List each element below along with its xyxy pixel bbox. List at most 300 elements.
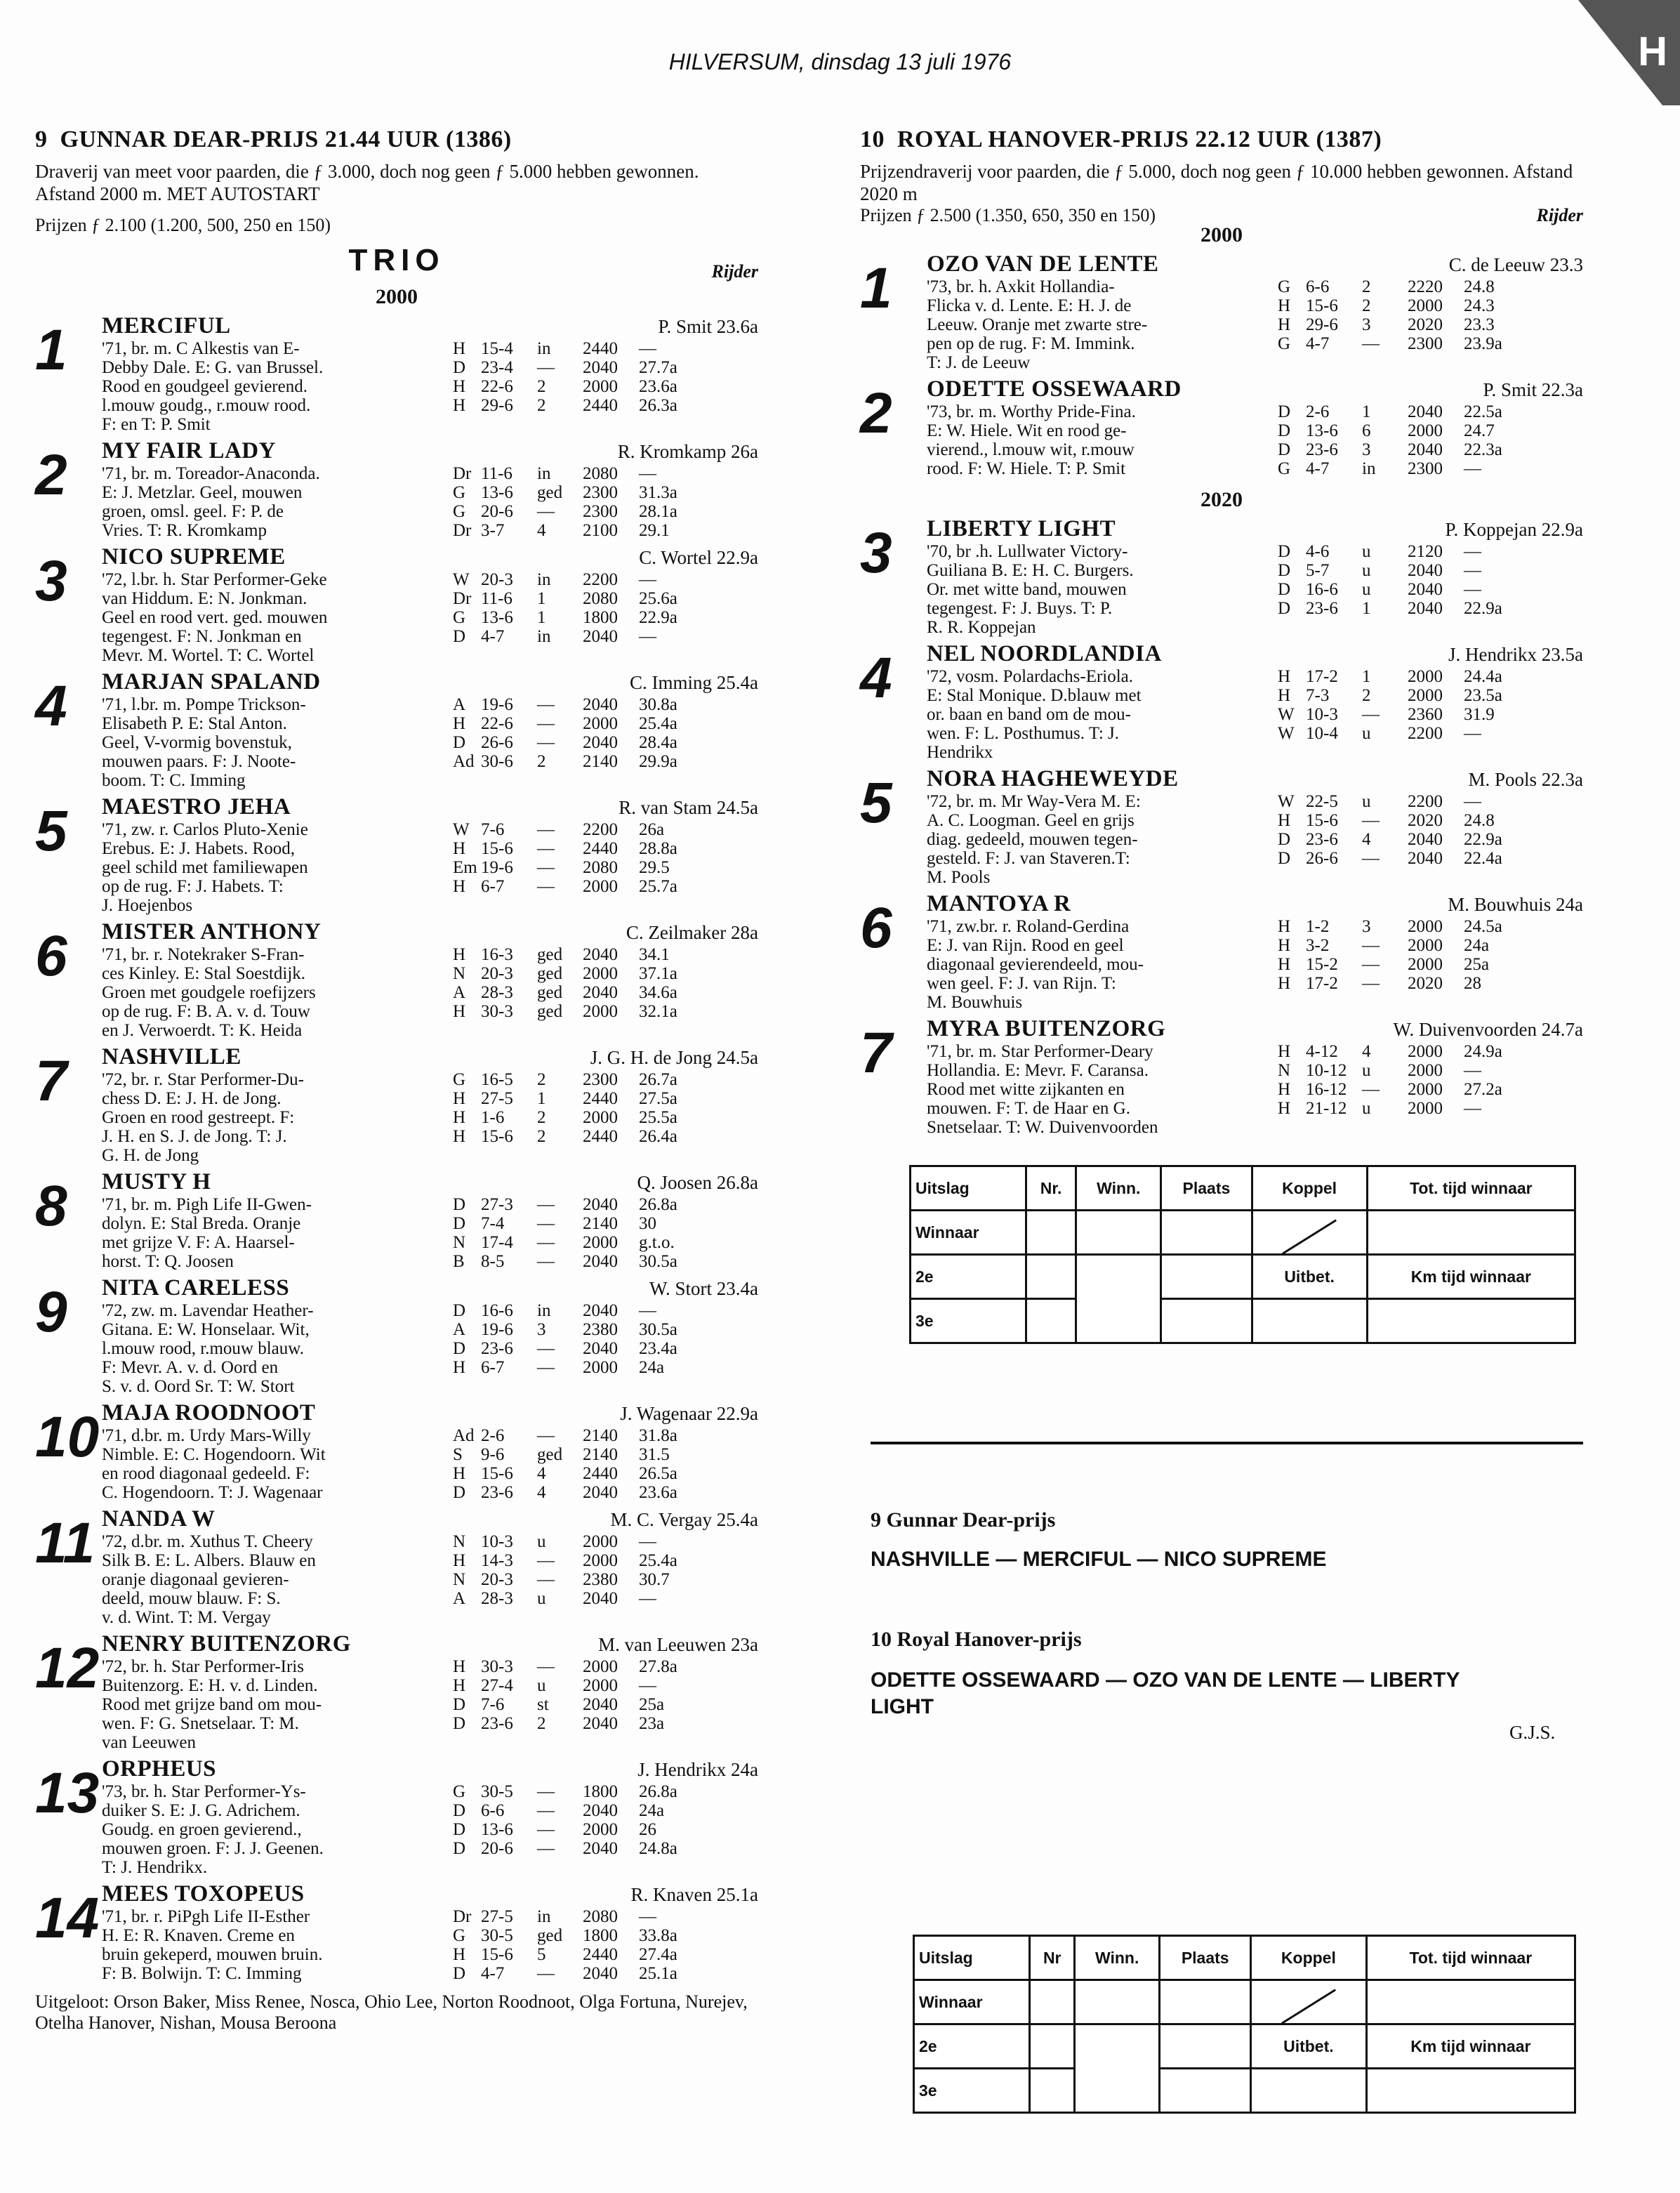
performance-cell: 13-6	[1306, 421, 1338, 440]
performance-cell: 2100	[583, 521, 618, 540]
performance-cell: 2	[537, 396, 546, 415]
horse-number: 5	[860, 771, 892, 835]
performance-cell: 15-6	[481, 1464, 513, 1483]
description-line: en rood diagonaal gedeeld. F:	[102, 1464, 310, 1483]
performance-row	[453, 1964, 758, 1983]
performance-row	[453, 483, 758, 502]
performance-cell: D	[1278, 580, 1291, 599]
driver-name: Q. Joosen 26.8a	[637, 1172, 758, 1193]
performance-cell: 4-7	[1306, 459, 1330, 478]
performance-cell: 2040	[583, 1839, 618, 1858]
performance-cell: in	[537, 1301, 551, 1320]
performance-cell: G	[453, 1070, 466, 1089]
performance-cell: —	[537, 1801, 555, 1820]
performance-cell: st	[537, 1695, 549, 1714]
distance-label: 2000	[376, 285, 418, 308]
performance-cell: —	[537, 1358, 555, 1377]
performance-cell: G	[453, 1926, 466, 1945]
performance-list	[453, 945, 758, 1040]
performance-cell: A	[453, 983, 466, 1002]
performance-cell: Em	[453, 858, 477, 877]
performance-cell: 2000	[1408, 955, 1443, 974]
performance-row	[1278, 849, 1583, 868]
description-line: boom. T: C. Imming	[102, 771, 246, 790]
performance-cell: 29.1	[639, 521, 670, 540]
performance-cell: 10-4	[1306, 724, 1338, 743]
performance-cell: D	[453, 1964, 466, 1983]
description-line: C. Hogendoorn. T: J. Wagenaar	[102, 1483, 323, 1502]
distance-label-2000: 2000	[1201, 223, 1243, 246]
description-line: A. C. Loogman. Geel en grijs	[927, 811, 1135, 830]
performance-cell: H	[1278, 667, 1291, 686]
driver-name: P. Smit 23.6a	[658, 316, 758, 337]
description-line: diag. gedeeld, mouwen tegen-	[927, 830, 1138, 849]
horse-entry	[860, 251, 1583, 372]
performance-cell: 30.7	[639, 1570, 670, 1589]
performance-cell: 22.5a	[1464, 402, 1502, 421]
performance-list	[453, 1657, 758, 1752]
performance-cell: H	[1278, 955, 1291, 974]
horse-entry	[35, 1044, 758, 1165]
winner-nr-cell[interactable]	[1026, 1211, 1076, 1255]
performance-cell: —	[639, 570, 656, 589]
performance-cell: u	[1362, 724, 1371, 743]
horse-number: 12	[35, 1636, 100, 1700]
performance-cell: 2360	[1408, 705, 1443, 724]
performance-cell: —	[537, 1195, 555, 1214]
performance-cell: 2200	[583, 570, 618, 589]
performance-cell: Dr	[453, 1907, 472, 1926]
performance-cell: —	[639, 1589, 656, 1608]
description-line: wen geel. F: J. van Rijn. T:	[927, 974, 1116, 993]
performance-cell: —	[1362, 811, 1380, 830]
performance-cell: 2040	[1408, 402, 1443, 421]
performance-row	[1278, 830, 1583, 849]
performance-cell: g.t.o.	[639, 1233, 675, 1252]
description-line: bruin gekeperd, mouwen bruin.	[102, 1945, 323, 1964]
corner-letter: H	[1638, 29, 1667, 74]
performance-cell: —	[537, 1426, 555, 1445]
horse-number: 3	[35, 549, 67, 613]
performance-cell: 23-6	[1306, 830, 1338, 849]
performance-cell: D	[1278, 542, 1291, 561]
performance-cell: 2040	[583, 1301, 618, 1320]
horse-description	[927, 542, 1278, 637]
description-line: l.mouw goudg., r.mouw rood.	[102, 396, 311, 415]
performance-cell: in	[537, 570, 551, 589]
performance-cell: 2220	[1408, 277, 1443, 296]
performance-cell: 26a	[639, 820, 665, 839]
performance-row	[1278, 1061, 1583, 1080]
race-10-title: 10 ROYAL HANOVER-PRIJS 22.12 UUR (1387)	[860, 126, 1382, 152]
performance-list	[453, 1195, 758, 1271]
horse-entry	[35, 438, 758, 540]
performance-row	[453, 1695, 758, 1714]
performance-cell: 2040	[583, 1589, 618, 1608]
description-line: dolyn. E: Stal Breda. Oranje	[102, 1214, 301, 1233]
description-line: pen op de rug. F: M. Immink.	[927, 334, 1135, 353]
performance-cell: 30-5	[481, 1782, 513, 1801]
performance-cell: Dr	[453, 589, 472, 608]
description-line: gesteld. F: J. van Staveren.T:	[927, 849, 1130, 868]
horse-entry	[35, 544, 758, 665]
performance-row	[453, 1070, 758, 1089]
performance-cell: 27-5	[481, 1907, 513, 1926]
performance-cell: D	[453, 1195, 466, 1214]
performance-cell: 2	[537, 1127, 546, 1146]
description-line: J. Hoejenbos	[102, 896, 193, 915]
performance-cell: 23-6	[481, 1339, 513, 1358]
performance-list	[453, 1301, 758, 1396]
description-line: '71, br. m. C Alkestis van E-	[102, 339, 300, 358]
performance-row	[1278, 1042, 1583, 1061]
performance-cell: D	[1278, 402, 1291, 421]
performance-cell: —	[537, 1214, 555, 1233]
performance-cell: N	[453, 964, 466, 983]
performance-row	[1278, 792, 1583, 811]
driver-name: J. Hendrikx 23.5a	[1448, 644, 1583, 665]
performance-cell: Ad	[453, 752, 475, 771]
performance-row	[1278, 334, 1583, 353]
performance-row	[453, 1127, 758, 1146]
performance-cell: H	[453, 339, 466, 358]
description-line: mouwen. F: T. de Haar en G.	[927, 1099, 1130, 1118]
performance-cell: H	[453, 1108, 466, 1127]
performance-row	[453, 1657, 758, 1676]
performance-row	[453, 1801, 758, 1820]
performance-cell: 2	[537, 377, 546, 396]
performance-cell: G	[1278, 334, 1291, 353]
performance-cell: 2040	[1408, 599, 1443, 618]
result-table-2: Uitslag Nr Winn. Plaats Koppel Tot. tijd winnaar Winnaar 2e Uitbet. Km tijd winnaar 3e	[913, 1935, 1576, 2114]
description-line: Mevr. M. Wortel. T: C. Wortel	[102, 646, 315, 665]
description-line: rood. F: W. Hiele. T: P. Smit	[927, 459, 1126, 478]
horse-name: OZO VAN DE LENTE	[927, 251, 1159, 277]
performance-list	[453, 1907, 758, 1983]
performance-cell: D	[1278, 440, 1291, 459]
description-line: Snetselaar. T: W. Duivenvoorden	[927, 1118, 1158, 1137]
performance-list	[1278, 792, 1583, 887]
description-line: '72, d.br. m. Xuthus T. Cheery	[102, 1532, 313, 1551]
performance-row	[453, 1714, 758, 1733]
performance-row	[453, 1589, 758, 1608]
performance-cell: 2020	[1408, 811, 1443, 830]
performance-cell: u	[1362, 561, 1371, 580]
horse-number: 6	[860, 896, 892, 960]
horse-description	[927, 1042, 1278, 1137]
horse-name: MUSTY H	[102, 1169, 211, 1194]
performance-cell: D	[453, 627, 466, 646]
performance-cell: 1800	[583, 608, 618, 627]
performance-row	[453, 945, 758, 964]
description-line: ces Kinley. E: Stal Soestdijk.	[102, 964, 306, 983]
horse-entry	[860, 766, 1583, 887]
performance-cell: 23.4a	[639, 1339, 677, 1358]
horse-name: NASHVILLE	[102, 1044, 242, 1069]
performance-list	[1278, 1042, 1583, 1137]
performance-cell: 26.8a	[639, 1782, 677, 1801]
performance-cell: 2040	[1408, 830, 1443, 849]
performance-cell: 23-4	[481, 358, 513, 377]
performance-cell: 23.6a	[639, 377, 677, 396]
horse-description	[927, 402, 1278, 478]
performance-cell: 30	[639, 1214, 656, 1233]
performance-cell: 1800	[583, 1926, 618, 1945]
performance-cell: 16-12	[1306, 1080, 1347, 1099]
performance-list	[1278, 667, 1583, 762]
race-9-column	[35, 126, 758, 2034]
performance-cell: 2020	[1408, 315, 1443, 334]
performance-list	[1278, 542, 1583, 637]
performance-row	[453, 695, 758, 714]
performance-list	[453, 820, 758, 915]
performance-cell: 2	[537, 1070, 546, 1089]
performance-cell: D	[453, 358, 466, 377]
performance-cell: Ad	[453, 1426, 475, 1445]
performance-cell: 3-7	[481, 521, 505, 540]
performance-cell: in	[1362, 459, 1376, 478]
performance-cell: 2000	[583, 377, 618, 396]
performance-cell: 2440	[583, 339, 618, 358]
performance-cell: 2440	[583, 1945, 618, 1964]
performance-list	[453, 570, 758, 665]
description-line: S. v. d. Oord Sr. T: W. Stort	[102, 1377, 295, 1396]
performance-cell: 26.4a	[639, 1127, 677, 1146]
horse-name: NENRY BUITENZORG	[102, 1631, 351, 1657]
performance-cell: D	[1278, 421, 1291, 440]
performance-cell: —	[537, 858, 555, 877]
performance-cell: —	[1464, 724, 1481, 743]
driver-name: C. Imming 25.4a	[630, 672, 758, 693]
description-line: '72, br. m. Mr Way-Vera M. E:	[927, 792, 1141, 811]
performance-cell: 2040	[583, 1339, 618, 1358]
performance-cell: 1	[1362, 402, 1371, 421]
performance-cell: 2040	[583, 1695, 618, 1714]
performance-cell: H	[1278, 1080, 1291, 1099]
horse-entry	[35, 1881, 758, 1983]
performance-cell: 15-6	[481, 1127, 513, 1146]
performance-cell: D	[453, 1339, 466, 1358]
performance-row	[1278, 599, 1583, 618]
performance-cell: u	[537, 1532, 546, 1551]
description-line: '73, br. h. Axkit Hollandia-	[927, 277, 1115, 296]
performance-row	[453, 1782, 758, 1801]
performance-cell: —	[1362, 849, 1380, 868]
description-line: l.mouw rood, r.mouw blauw.	[102, 1339, 304, 1358]
prediction-race-9: 9 Gunnar Dear-prijs NASHVILLE — MERCIFUL — NICO SUPREME	[871, 1508, 1327, 1571]
performance-list	[1278, 917, 1583, 1012]
race-10-prizes: Prijzen ƒ 2.500 (1.350, 650, 350 en 150) Rijder	[860, 205, 1583, 225]
performance-cell: 2440	[583, 396, 618, 415]
performance-cell: 2040	[583, 358, 618, 377]
driver-name: J. G. H. de Jong 24.5a	[590, 1047, 758, 1068]
performance-cell: 6-6	[481, 1801, 505, 1820]
performance-cell: Dr	[453, 521, 472, 540]
horse-name: NORA HAGHEWEYDE	[927, 766, 1179, 791]
performance-cell: 2300	[583, 1070, 618, 1089]
description-line: E: Stal Monique. D.blauw met	[927, 686, 1142, 705]
performance-cell: ged	[537, 483, 563, 502]
horse-number: 3	[860, 521, 892, 585]
horse-name: MEES TOXOPEUS	[102, 1881, 305, 1906]
performance-cell: 2000	[583, 1002, 618, 1021]
description-line: '71, d.br. m. Urdy Mars-Willy	[102, 1426, 311, 1445]
description-line: mouwen paars. F: J. Noote-	[102, 752, 296, 771]
description-line: J. H. en S. J. de Jong. T: J.	[102, 1127, 287, 1146]
performance-list	[453, 464, 758, 540]
horse-number: 7	[35, 1049, 67, 1113]
performance-cell: 2	[1362, 686, 1371, 705]
performance-cell: 2300	[583, 502, 618, 521]
performance-cell: W	[1278, 792, 1295, 811]
performance-cell: 24a	[1464, 936, 1490, 955]
performance-cell: —	[537, 358, 555, 377]
performance-cell: 6-7	[481, 1358, 505, 1377]
performance-cell: —	[537, 733, 555, 752]
performance-cell: 7-3	[1306, 686, 1330, 705]
performance-cell: H	[453, 714, 466, 733]
performance-cell: 15-6	[1306, 296, 1338, 315]
description-line: Rood en goudgeel gevierend.	[102, 377, 307, 396]
performance-row	[453, 858, 758, 877]
performance-cell: N	[1278, 1061, 1291, 1080]
performance-row	[1278, 974, 1583, 993]
performance-cell: 2000	[583, 877, 618, 896]
performance-cell: 2	[537, 1108, 546, 1127]
description-line: v. d. Wint. T: M. Vergay	[102, 1608, 271, 1627]
performance-cell: 2000	[583, 714, 618, 733]
description-line: Silk B. E: L. Albers. Blauw en	[102, 1551, 316, 1570]
performance-cell: 15-6	[481, 839, 513, 858]
performance-cell: 28.1a	[639, 502, 677, 521]
performance-cell: 2080	[583, 1907, 618, 1926]
performance-cell: —	[537, 1551, 555, 1570]
performance-cell: 13-6	[481, 483, 513, 502]
performance-cell: in	[537, 1907, 551, 1926]
performance-cell: 32.1a	[639, 1002, 677, 1021]
horse-entry	[35, 669, 758, 790]
performance-cell: 2040	[583, 983, 618, 1002]
performance-cell: H	[1278, 1099, 1291, 1118]
description-line: '73, br. m. Worthy Pride-Fina.	[927, 402, 1136, 421]
performance-cell: H	[1278, 936, 1291, 955]
performance-cell: 28	[1464, 974, 1481, 993]
performance-cell: D	[453, 1839, 466, 1858]
performance-cell: 2380	[583, 1320, 618, 1339]
performance-cell: G	[453, 608, 466, 627]
description-line: '71, br. m. Toreador-Anaconda.	[102, 464, 320, 483]
performance-cell: 2040	[583, 1195, 618, 1214]
description-line: G. H. de Jong	[102, 1146, 199, 1165]
horse-description	[927, 792, 1278, 887]
performance-cell: 23.3	[1464, 315, 1495, 334]
performance-cell: W	[1278, 724, 1295, 743]
result-table-1: Uitslag Nr. Winn. Plaats Koppel Tot. tijd winnaar Winnaar 2e Uitbet. Km tijd winnaar 3e	[909, 1165, 1576, 1344]
performance-cell: 2380	[583, 1570, 618, 1589]
performance-row	[453, 1195, 758, 1214]
performance-cell: 3-2	[1306, 936, 1330, 955]
performance-cell: 33.8a	[639, 1926, 677, 1945]
performance-cell: 30-6	[481, 752, 513, 771]
description-line: Geel, V-vormig bovenstuk,	[102, 733, 292, 752]
description-line: M. Bouwhuis	[927, 993, 1023, 1012]
performance-cell: D	[453, 1801, 466, 1820]
performance-cell: —	[1362, 974, 1380, 993]
performance-cell: D	[453, 1483, 466, 1502]
description-line: E: J. van Rijn. Rood en geel	[927, 936, 1124, 955]
horse-number: 2	[35, 443, 67, 507]
performance-cell: 15-6	[1306, 811, 1338, 830]
performance-row	[453, 1551, 758, 1570]
performance-cell: 26.5a	[639, 1464, 677, 1483]
performance-cell: 2000	[583, 1108, 618, 1127]
performance-cell: 24.8a	[639, 1839, 677, 1858]
performance-cell: G	[1278, 277, 1291, 296]
performance-cell: 2080	[583, 589, 618, 608]
description-line: tegengest. F: N. Jonkman en	[102, 627, 302, 646]
horse-entry	[860, 376, 1583, 478]
performance-cell: H	[453, 1127, 466, 1146]
performance-cell: 16-6	[481, 1301, 513, 1320]
performance-cell: 2440	[583, 1464, 618, 1483]
performance-cell: 3	[1362, 917, 1371, 936]
description-line: M. Pools	[927, 868, 991, 887]
driver-name: R. Kromkamp 26a	[617, 441, 758, 462]
description-line: T: J. Hendrikx.	[102, 1858, 208, 1877]
performance-cell: 2020	[1408, 974, 1443, 993]
description-line: '72, zw. m. Lavendar Heather-	[102, 1301, 314, 1320]
performance-cell: 34.1	[639, 945, 670, 964]
performance-cell: u	[1362, 1061, 1371, 1080]
description-line: '71, br. r. PiPgh Life II-Esther	[102, 1907, 310, 1926]
performance-cell: 20-3	[481, 1570, 513, 1589]
performance-cell: 25.6a	[639, 589, 677, 608]
performance-cell: u	[1362, 580, 1371, 599]
performance-list	[453, 339, 758, 434]
performance-cell: 6-7	[481, 877, 505, 896]
performance-cell: 19-6	[481, 1320, 513, 1339]
performance-cell: 24.8	[1464, 277, 1495, 296]
performance-cell: u	[1362, 542, 1371, 561]
performance-cell: 13-6	[481, 1820, 513, 1839]
performance-cell: —	[1362, 955, 1380, 974]
divider-rule	[871, 1442, 1583, 1444]
performance-row	[453, 1214, 758, 1233]
performance-cell: 2	[1362, 277, 1371, 296]
performance-cell: 2040	[1408, 440, 1443, 459]
performance-cell: u	[1362, 1099, 1371, 1118]
performance-cell: —	[537, 1657, 555, 1676]
horse-description	[102, 1301, 453, 1396]
performance-row	[1278, 421, 1583, 440]
performance-cell: H	[1278, 686, 1291, 705]
horse-description	[102, 820, 453, 915]
performance-cell: A	[453, 695, 466, 714]
horse-entry	[860, 641, 1583, 762]
performance-cell: 2140	[583, 1445, 618, 1464]
performance-cell: A	[453, 1320, 466, 1339]
performance-cell: —	[639, 1532, 656, 1551]
description-line: Rood met grijze band om mou-	[102, 1695, 322, 1714]
performance-cell: 2440	[583, 1127, 618, 1146]
performance-cell: in	[537, 627, 551, 646]
performance-cell: 2000	[1408, 936, 1443, 955]
horse-name: MANTOYA R	[927, 891, 1071, 916]
performance-cell: 23-6	[481, 1483, 513, 1502]
race-10-entries-2000	[860, 251, 1583, 478]
performance-cell: 20-3	[481, 570, 513, 589]
performance-cell: 24.7	[1464, 421, 1495, 440]
